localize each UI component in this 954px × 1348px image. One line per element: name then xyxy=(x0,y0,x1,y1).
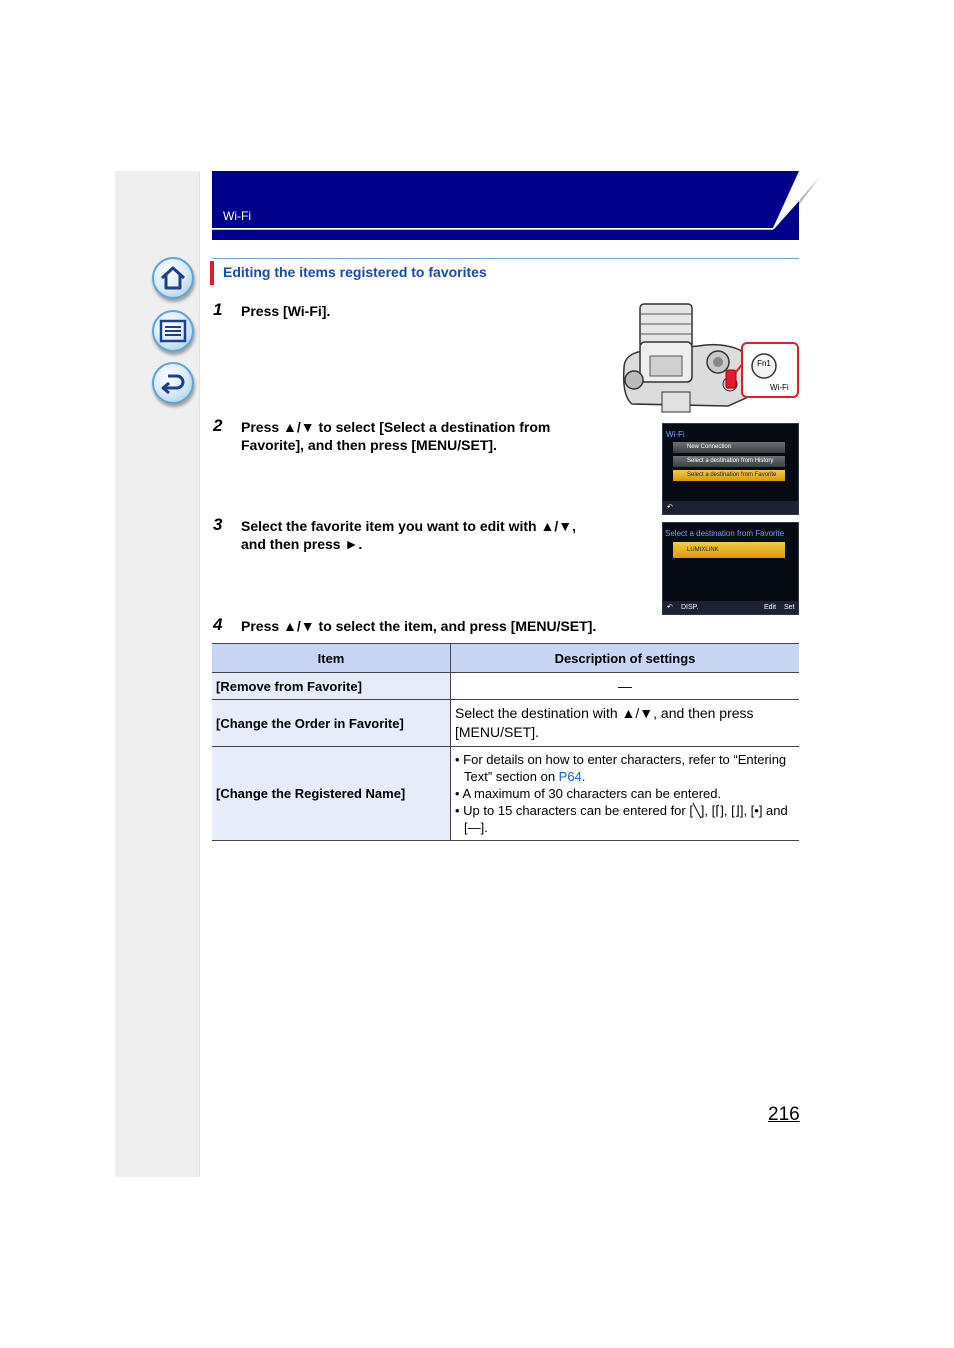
desc-change-order: Select the destination with ▲/▼, and then press [MENU/SET]. xyxy=(451,700,800,747)
edit-label: Edit xyxy=(764,604,777,611)
step-1-number: 1 xyxy=(213,300,223,319)
screen-title: Wi-Fi xyxy=(666,430,685,439)
settings-table xyxy=(212,643,799,841)
back-arrow-icon: ↶ xyxy=(667,504,673,511)
screen-footer xyxy=(663,601,798,614)
table-row xyxy=(212,700,799,747)
step-1-text: Press [Wi-Fi]. xyxy=(241,303,331,319)
wifi-menu-screen xyxy=(662,423,799,515)
favorite-list-screen xyxy=(662,522,799,615)
header-corner-decoration xyxy=(0,0,954,260)
table-row xyxy=(212,673,799,700)
fn1-label: Fn1 xyxy=(757,359,771,368)
step-4-text: Press ▲/▼ to select the item, and press [MENU/SET]. xyxy=(241,618,597,634)
item-change-order: [Change the Order in Favorite] xyxy=(212,700,451,747)
desc-remove: — xyxy=(451,673,800,700)
desc-change-name xyxy=(451,747,800,841)
back-arrow-icon xyxy=(159,370,187,396)
section-marker xyxy=(210,261,214,285)
menu-item-history[interactable]: Select a destination from History xyxy=(673,456,785,467)
section-title: Editing the items registered to favorites xyxy=(223,264,487,280)
disp-label: DISP. xyxy=(681,604,699,611)
step-3-text: Select the favorite item you want to edit with ▲/▼, and then press ►. xyxy=(241,518,576,552)
step-2-number: 2 xyxy=(213,416,223,435)
back-button[interactable] xyxy=(152,362,194,404)
item-change-name: [Change the Registered Name] xyxy=(212,747,451,841)
wifi-button-label: Wi-Fi xyxy=(770,383,789,392)
section-divider xyxy=(212,258,799,259)
menu-list-icon xyxy=(159,319,187,343)
menu-item-new-connection[interactable]: New Connection xyxy=(673,442,785,453)
set-label: Set xyxy=(784,604,795,611)
favorite-item[interactable]: LUMIXLINK xyxy=(673,542,785,558)
page-link[interactable]: P64 xyxy=(558,769,582,784)
item-remove: [Remove from Favorite] xyxy=(212,673,451,700)
table-row xyxy=(212,747,799,841)
header-item: Item xyxy=(212,644,451,673)
step-4-number: 4 xyxy=(213,615,223,634)
bullet-symbol-characters: • Up to 15 characters can be entered for [╲], [⌈], [⌋], [•] and [—]. xyxy=(455,803,788,835)
home-icon xyxy=(159,265,187,291)
table-header-row xyxy=(212,644,799,673)
screen-footer xyxy=(663,501,798,514)
page-number: 216 xyxy=(768,1104,800,1125)
bullet-max-characters: • A maximum of 30 characters can be entered. xyxy=(455,786,722,801)
back-arrow-icon: ↶ xyxy=(667,604,673,611)
chapter-title: Wi-Fi xyxy=(223,209,251,223)
screen-title: Select a destination from Favorite xyxy=(665,529,785,538)
bullet-entering-text: • For details on how to enter characters, refer to “Entering Text” section on P64. xyxy=(455,752,787,784)
step-2-text: Press ▲/▼ to select [Select a destination from Favorite], and then press [MENU/SET]. xyxy=(241,419,551,453)
home-button[interactable] xyxy=(152,257,194,299)
step-3-number: 3 xyxy=(213,515,223,534)
menu-button[interactable] xyxy=(152,310,194,352)
header-description: Description of settings xyxy=(451,644,800,673)
menu-item-favorite[interactable]: Select a destination from Favorite xyxy=(673,470,785,481)
